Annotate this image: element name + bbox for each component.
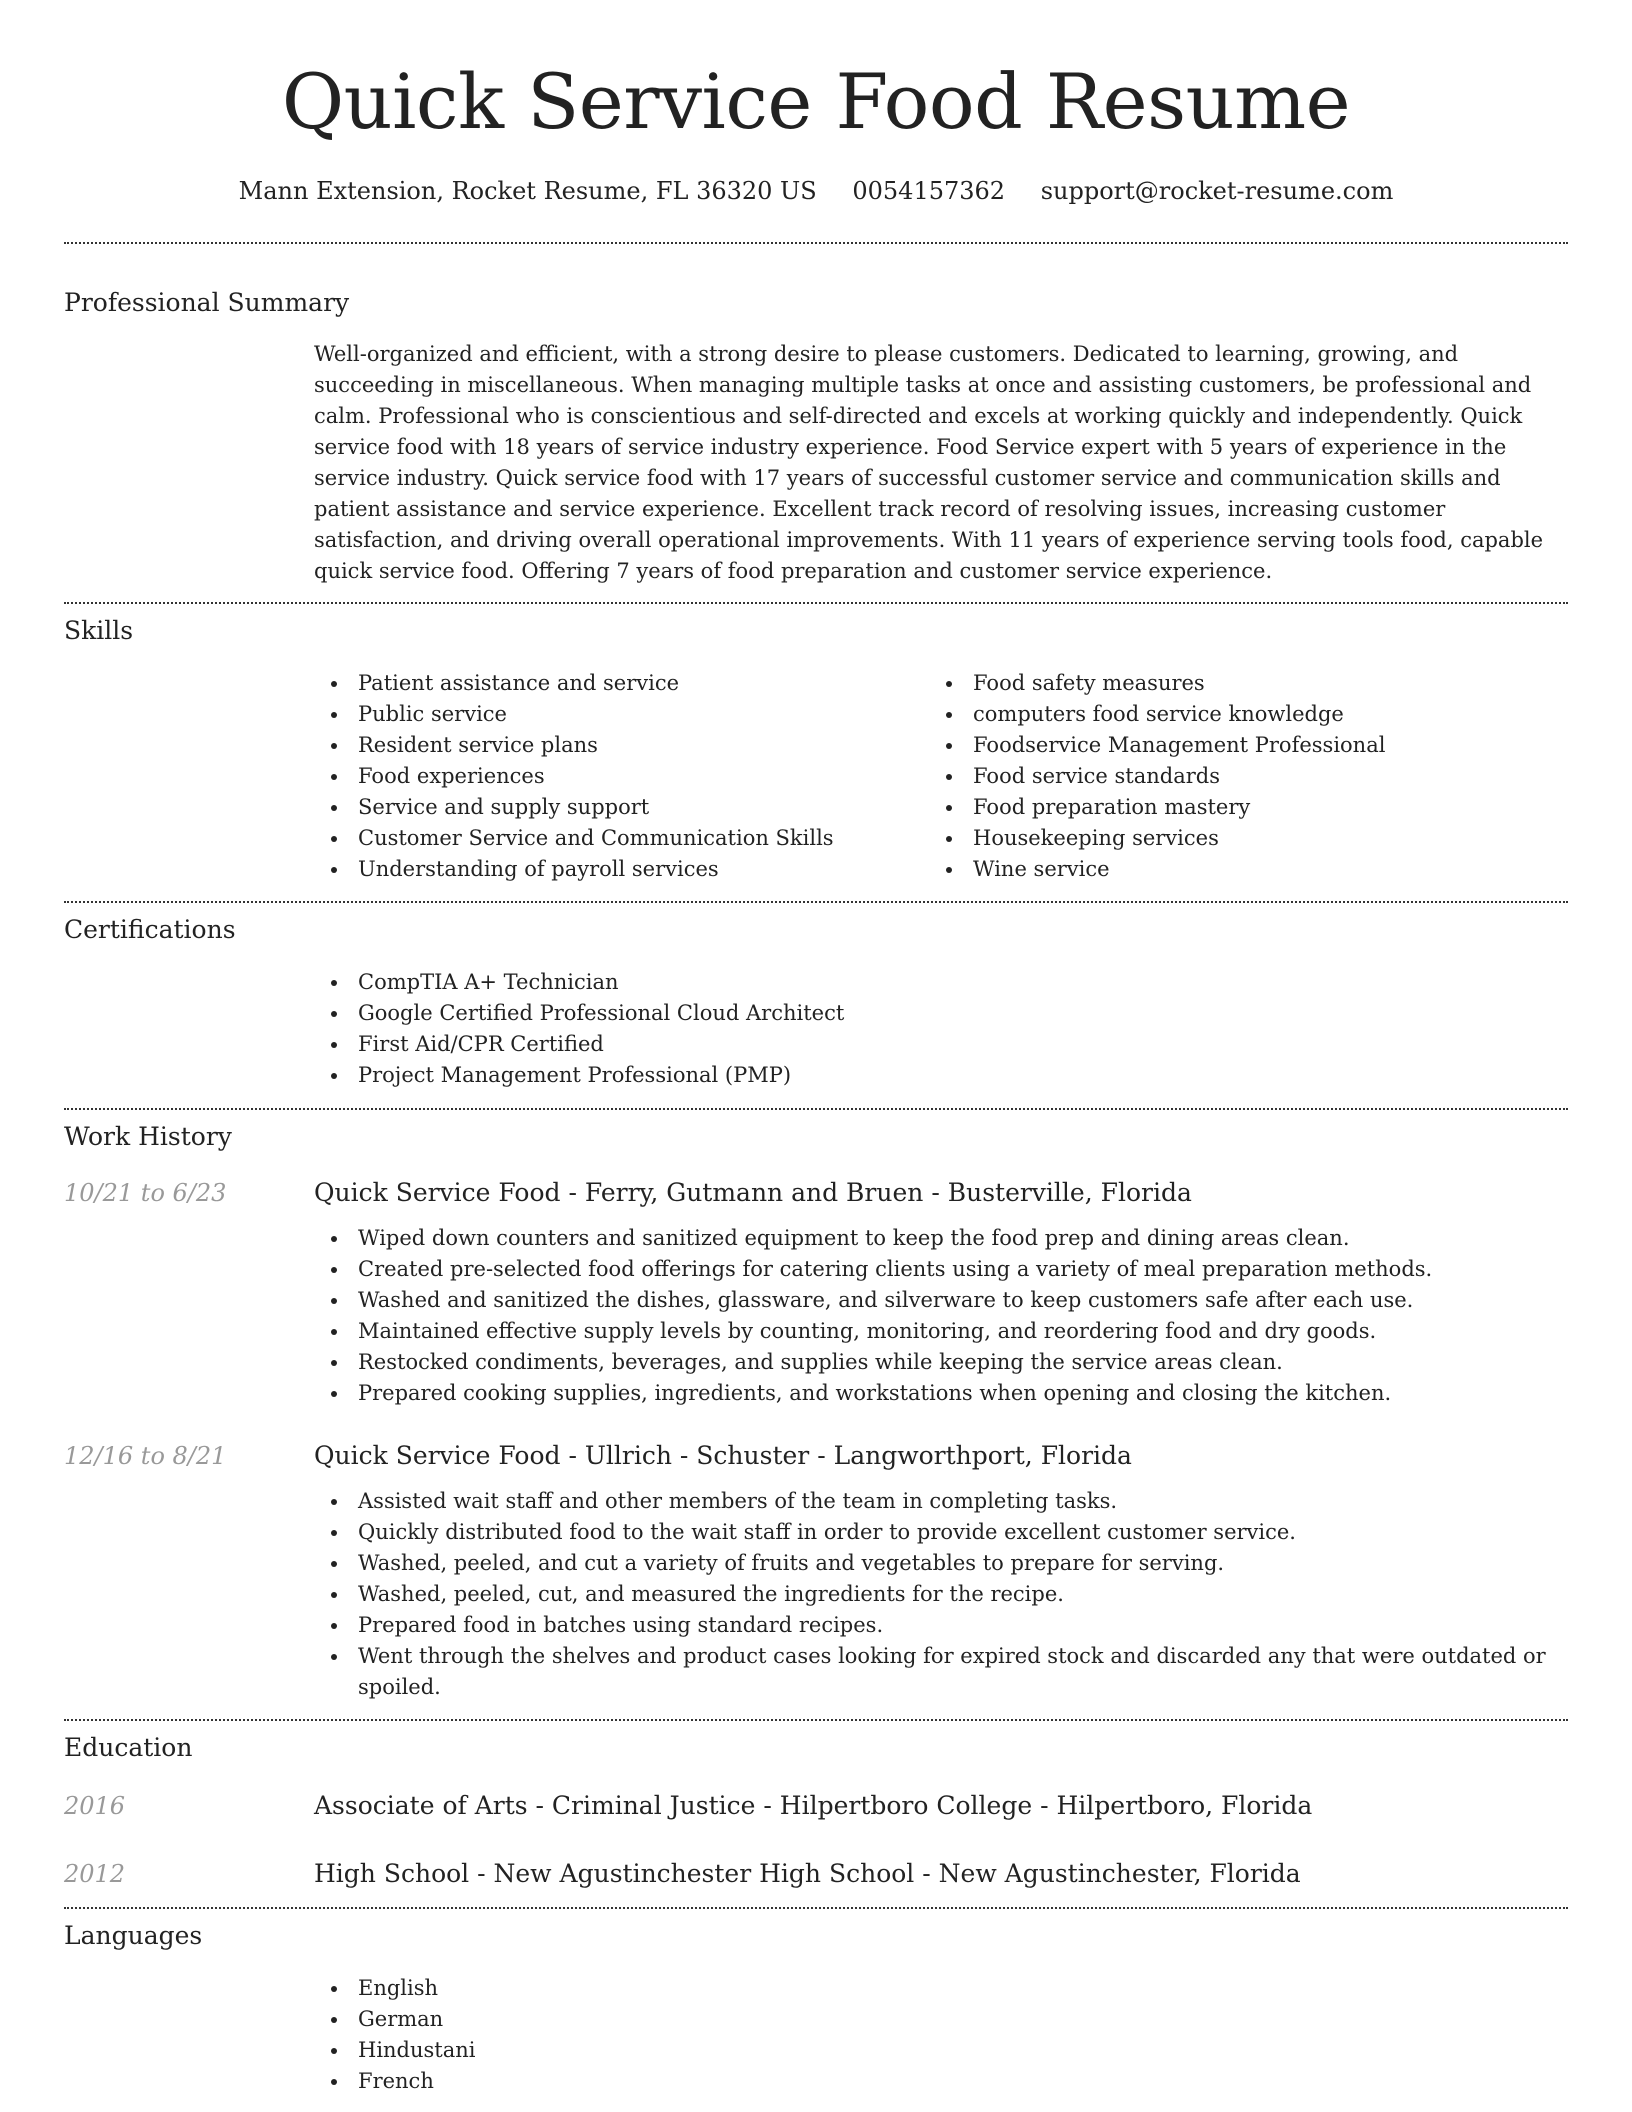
job-dates: 10/21 to 6/23	[64, 1179, 227, 1207]
education-section	[64, 1731, 1568, 1891]
work-history-section	[64, 1120, 1568, 1703]
summary-section	[64, 286, 1568, 587]
languages-content	[314, 1973, 1568, 2097]
language-item: French	[314, 2066, 1568, 2097]
education-entry	[64, 1857, 1568, 1891]
job-entry	[64, 1176, 1568, 1409]
section-divider	[64, 602, 1568, 604]
resume-title: Quick Service Food Resume	[281, 57, 1351, 146]
section-divider	[64, 1108, 1568, 1110]
skill-item: Housekeeping services	[929, 823, 1544, 854]
job-duty: Created pre-selected food offerings for catering clients using a variety of meal preparation methods.	[314, 1254, 1568, 1285]
job-duty: Quickly distributed food to the wait staff in order to provide excellent customer service.	[314, 1517, 1568, 1548]
job-duty: Wiped down counters and sanitized equipment to keep the food prep and dining areas clean.	[314, 1223, 1568, 1254]
job-duty: Restocked condiments, beverages, and supplies while keeping the service areas clean.	[314, 1347, 1568, 1378]
job-duty: Washed, peeled, cut, and measured the ingredients for the recipe.	[314, 1579, 1568, 1610]
job-duty: Washed, peeled, and cut a variety of fruits and vegetables to prepare for serving.	[314, 1548, 1568, 1579]
section-heading-education: Education	[64, 1733, 193, 1762]
skill-item: Foodservice Management Professional	[929, 730, 1544, 761]
education-year: 2016	[64, 1792, 126, 1820]
certification-item: First Aid/CPR Certified	[314, 1029, 1568, 1060]
education-title: High School - New Agustinchester High School - New Agustinchester, Florida	[314, 1859, 1301, 1888]
contact-address: Mann Extension, Rocket Resume, FL 36320 US	[238, 177, 817, 205]
section-heading-skills: Skills	[64, 616, 134, 645]
certification-item: Project Management Professional (PMP)	[314, 1060, 1568, 1091]
job-duty: Prepared cooking supplies, ingredients, and workstations when opening and closing the kitchen.	[314, 1378, 1568, 1409]
summary-text: Well-organized and efficient, with a strong desire to please customers. Dedicated to learning, growing, and succeeding in miscellaneous. When managing multiple tasks at once and assisting customers, be professional and calm. Professional who is conscientious and self-directed and excels at working quickly and independently. Quick service food with 18 years of service industry experience. Food Service expert with 5 years of experience in the service industry. Quick service food with 17 years of successful customer service and communication skills and patient assistance and service experience. Excellent track record of resolving issues, increasing customer satisfaction, and driving overall operational improvements. With 11 years of experience serving tools food, capable quick service food. Offering 7 years of food preparation and customer service experience.	[314, 342, 1544, 583]
skills-list-left	[314, 668, 929, 885]
languages-list	[314, 1973, 1568, 2097]
language-item: German	[314, 2004, 1568, 2035]
language-item: Hindustani	[314, 2035, 1568, 2066]
job-title: Quick Service Food - Ullrich - Schuster - Langworthport, Florida	[314, 1441, 1132, 1470]
certifications-list	[314, 967, 1568, 1091]
skill-item: Food preparation mastery	[929, 792, 1544, 823]
section-heading-certifications: Certifications	[64, 915, 236, 944]
skill-item: Public service	[314, 699, 929, 730]
skill-item: Food experiences	[314, 761, 929, 792]
education-year: 2012	[64, 1860, 126, 1888]
job-entry	[64, 1439, 1568, 1703]
job-duty: Assisted wait staff and other members of the team in completing tasks.	[314, 1486, 1568, 1517]
skills-columns	[314, 668, 1568, 885]
skill-item: computers food service knowledge	[929, 699, 1544, 730]
certification-item: CompTIA A+ Technician	[314, 967, 1568, 998]
section-divider	[64, 1907, 1568, 1909]
language-item: English	[314, 1973, 1568, 2004]
skill-item: Patient assistance and service	[314, 668, 929, 699]
job-duty: Washed and sanitized the dishes, glassware, and silverware to keep customers safe after each use.	[314, 1285, 1568, 1316]
section-divider	[64, 242, 1568, 244]
skill-item: Customer Service and Communication Skills	[314, 823, 929, 854]
job-duties	[314, 1486, 1568, 1703]
resume-page	[64, 0, 1568, 2112]
section-heading-work: Work History	[64, 1122, 232, 1151]
contact-phone: 0054157362	[852, 177, 1006, 205]
section-heading-summary: Professional Summary	[64, 288, 350, 317]
skill-item: Resident service plans	[314, 730, 929, 761]
job-duty: Went through the shelves and product cases looking for expired stock and discarded any that were outdated or spoiled.	[314, 1641, 1568, 1703]
skill-item: Food service standards	[929, 761, 1544, 792]
certifications-content	[314, 967, 1568, 1091]
languages-section	[64, 1919, 1568, 2097]
section-divider	[64, 901, 1568, 903]
job-duty: Maintained effective supply levels by counting, monitoring, and reordering food and dry goods.	[314, 1316, 1568, 1347]
skill-item: Service and supply support	[314, 792, 929, 823]
certification-item: Google Certified Professional Cloud Architect	[314, 998, 1568, 1029]
job-dates: 12/16 to 8/21	[64, 1442, 227, 1470]
job-body	[314, 1176, 1568, 1409]
skill-item: Understanding of payroll services	[314, 854, 929, 885]
skill-item: Food safety measures	[929, 668, 1544, 699]
certifications-section	[64, 913, 1568, 1091]
education-entry	[64, 1789, 1568, 1823]
skills-list-right	[929, 668, 1544, 885]
job-duties	[314, 1223, 1568, 1409]
job-body	[314, 1439, 1568, 1703]
skills-section	[64, 614, 1568, 885]
skill-item: Wine service	[929, 854, 1544, 885]
section-divider	[64, 1719, 1568, 1721]
contact-line	[64, 174, 1568, 208]
section-heading-languages: Languages	[64, 1921, 203, 1950]
job-duty: Prepared food in batches using standard recipes.	[314, 1610, 1568, 1641]
education-title: Associate of Arts - Criminal Justice - Hilpertboro College - Hilpertboro, Florida	[314, 1791, 1313, 1820]
contact-email: support@rocket-resume.com	[1040, 177, 1394, 205]
job-title: Quick Service Food - Ferry, Gutmann and Bruen - Busterville, Florida	[314, 1178, 1192, 1207]
